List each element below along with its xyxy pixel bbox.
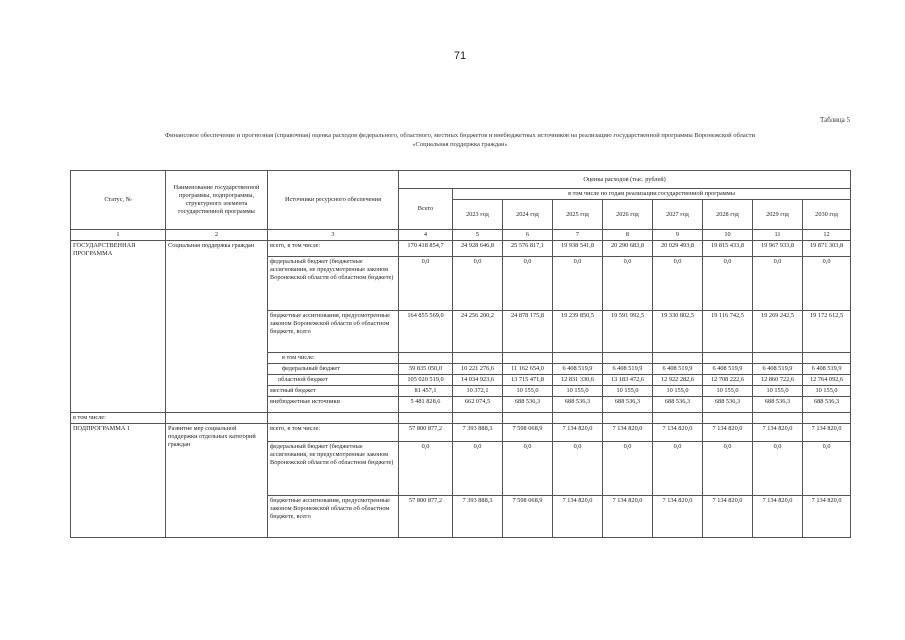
value-cell: 688 536,3	[703, 397, 753, 413]
header-year: 2026 год	[603, 200, 653, 230]
value-cell: 7 134 820,0	[603, 424, 653, 442]
value-cell: 105 020 519,0	[399, 375, 453, 386]
header-estimate: Оценка расходов (тыс. рублей)	[399, 171, 851, 189]
value-cell: 662 074,5	[453, 397, 503, 413]
value-cell: 7 134 820,0	[653, 424, 703, 442]
value-cell: 0,0	[803, 442, 851, 496]
column-number: 7	[553, 230, 603, 241]
value-cell: 6 408 519,9	[553, 364, 603, 375]
value-cell: 10 155,0	[503, 386, 553, 397]
program-name: Социальная поддержка граждан	[166, 241, 268, 413]
source-cell: всего, в том числе:	[268, 424, 399, 442]
source-cell: местный бюджет	[268, 386, 399, 397]
value-cell: 10 372,1	[453, 386, 503, 397]
header-status: Статус, №	[71, 171, 166, 230]
value-cell: 7 598 068,9	[503, 496, 553, 538]
value-cell: 0,0	[603, 442, 653, 496]
column-number: 11	[753, 230, 803, 241]
value-cell: 0,0	[453, 257, 503, 311]
value-cell: 7 134 820,0	[803, 496, 851, 538]
value-cell: 0,0	[399, 257, 453, 311]
value-cell: 6 408 519,9	[653, 364, 703, 375]
value-cell: 7 598 068,9	[503, 424, 553, 442]
column-number: 6	[503, 230, 553, 241]
value-cell: 688 536,3	[603, 397, 653, 413]
value-cell: 20 290 683,8	[603, 241, 653, 257]
table-label: Таблица 5	[820, 116, 850, 124]
value-cell: 57 800 877,2	[399, 496, 453, 538]
value-cell: 7 393 888,3	[453, 424, 503, 442]
header-name: Наименование государственной программы, подпрограммы, структурного элемента государственной программы	[166, 171, 268, 230]
header-year: 2028 год	[703, 200, 753, 230]
value-cell: 19 967 933,8	[753, 241, 803, 257]
column-number: 10	[703, 230, 753, 241]
table-caption: Финансовое обеспечение и прогнозная (справочная) оценка расходов федерального, областного, местных бюджетов и внебюджетных источников на реализацию государственной программы Воронежской области «Социальная поддержка граждан»	[165, 132, 755, 148]
value-cell: 6 408 519,9	[803, 364, 851, 375]
value-cell: 19 116 742,5	[703, 311, 753, 353]
column-number: 8	[603, 230, 653, 241]
column-number: 4	[399, 230, 453, 241]
value-cell: 7 393 888,3	[453, 496, 503, 538]
program-status: ГОСУДАРСТВЕННАЯ ПРОГРАММА	[71, 241, 166, 413]
value-cell: 0,0	[453, 442, 503, 496]
value-cell: 10 155,0	[753, 386, 803, 397]
header-year: 2025 год	[553, 200, 603, 230]
value-cell: 688 536,3	[753, 397, 803, 413]
value-cell: 24 878 175,8	[503, 311, 553, 353]
value-cell: 0,0	[653, 442, 703, 496]
value-cell: 57 800 877,2	[399, 424, 453, 442]
value-cell: 12 764 092,6	[803, 375, 851, 386]
value-cell: 0,0	[803, 257, 851, 311]
value-cell: 7 134 820,0	[553, 424, 603, 442]
header-year: 2027 год	[653, 200, 703, 230]
value-cell: 20 029 493,8	[653, 241, 703, 257]
value-cell: 59 835 050,0	[399, 364, 453, 375]
subprogram-status: ПОДПРОГРАММА 1	[71, 424, 166, 538]
value-cell: 688 536,3	[653, 397, 703, 413]
value-cell: 0,0	[703, 442, 753, 496]
value-cell: 19 330 802,5	[653, 311, 703, 353]
value-cell: 19 871 303,8	[803, 241, 851, 257]
value-cell: 25 576 817,1	[503, 241, 553, 257]
column-number: 3	[268, 230, 399, 241]
value-cell: 7 134 820,0	[753, 496, 803, 538]
value-cell: 6 408 519,9	[603, 364, 653, 375]
header-sources: Источники ресурсного обеспечения	[268, 171, 399, 230]
value-cell: 688 536,3	[503, 397, 553, 413]
column-number: 9	[653, 230, 703, 241]
header-year: 2023 год	[453, 200, 503, 230]
header-total: Всего	[399, 189, 453, 230]
value-cell: 10 155,0	[703, 386, 753, 397]
source-cell: бюджетные ассигнования, предусмотренные законом Воронежской области об областном бюджете, всего	[268, 311, 399, 353]
table-row	[71, 241, 851, 257]
value-cell: 7 134 820,0	[753, 424, 803, 442]
value-cell: 12 922 282,6	[653, 375, 703, 386]
value-cell: 11 162 654,0	[503, 364, 553, 375]
section-row	[71, 413, 851, 424]
value-cell: 24 256 200,2	[453, 311, 503, 353]
value-cell: 7 134 820,0	[803, 424, 851, 442]
value-cell: 688 536,3	[553, 397, 603, 413]
subprogram-name: Развитие мер социальной поддержки отдельных категорий граждан	[166, 424, 268, 538]
value-cell: 0,0	[399, 442, 453, 496]
value-cell: 0,0	[553, 257, 603, 311]
value-cell: 19 815 433,8	[703, 241, 753, 257]
column-number: 12	[803, 230, 851, 241]
value-cell: 0,0	[553, 442, 603, 496]
value-cell: 19 591 992,5	[603, 311, 653, 353]
value-cell: 19 239 850,5	[553, 311, 603, 353]
value-cell: 12 831 330,6	[553, 375, 603, 386]
value-cell: 170 418 854,7	[399, 241, 453, 257]
value-cell: 6 408 519,9	[753, 364, 803, 375]
value-cell: 7 134 820,0	[703, 496, 753, 538]
source-cell: всего, в том числе:	[268, 241, 399, 257]
source-cell: федеральный бюджет (бюджетные ассигнования, не предусмотренные законом Воронежской области об областном бюджете)	[268, 257, 399, 311]
value-cell: 5 481 828,6	[399, 397, 453, 413]
table-row	[71, 424, 851, 442]
value-cell: 19 269 242,5	[753, 311, 803, 353]
value-cell: 81 457,1	[399, 386, 453, 397]
value-cell: 7 134 820,0	[703, 424, 753, 442]
value-cell: 0,0	[753, 257, 803, 311]
source-cell: бюджетные ассигнования, предусмотренные законом Воронежской области об областном бюджете, всего	[268, 496, 399, 538]
value-cell: 13 183 472,6	[603, 375, 653, 386]
source-cell: федеральный бюджет (бюджетные ассигнования, не предусмотренные законом Воронежской области об областном бюджете)	[268, 442, 399, 496]
source-cell: внебюджетные источники	[268, 397, 399, 413]
value-cell: 7 134 820,0	[603, 496, 653, 538]
value-cell: 0,0	[603, 257, 653, 311]
header-year: 2030 год	[803, 200, 851, 230]
value-cell: 0,0	[503, 442, 553, 496]
value-cell: 12 708 222,6	[703, 375, 753, 386]
column-number-row	[71, 230, 851, 241]
value-cell: 19 172 612,5	[803, 311, 851, 353]
column-number: 2	[166, 230, 268, 241]
source-cell: федеральный бюджет	[268, 364, 399, 375]
source-cell: в том числе:	[268, 353, 399, 364]
header-year: 2024 год	[503, 200, 553, 230]
column-number: 5	[453, 230, 503, 241]
header-year: 2029 год	[753, 200, 803, 230]
header-row	[71, 171, 851, 189]
budget-table	[70, 170, 851, 538]
value-cell: 10 155,0	[603, 386, 653, 397]
value-cell: 10 155,0	[553, 386, 603, 397]
value-cell: 14 034 923,6	[453, 375, 503, 386]
value-cell: 10 155,0	[803, 386, 851, 397]
value-cell: 24 928 646,8	[453, 241, 503, 257]
value-cell: 0,0	[703, 257, 753, 311]
value-cell: 0,0	[503, 257, 553, 311]
value-cell: 7 134 820,0	[553, 496, 603, 538]
value-cell: 0,0	[653, 257, 703, 311]
value-cell: 12 860 722,6	[753, 375, 803, 386]
column-number: 1	[71, 230, 166, 241]
value-cell: 10 155,0	[653, 386, 703, 397]
value-cell: 688 536,3	[803, 397, 851, 413]
header-by-years: в том числе по годам реализации государственной программы	[453, 189, 851, 200]
value-cell: 7 134 820,0	[653, 496, 703, 538]
value-cell: 19 938 541,8	[553, 241, 603, 257]
page-number: 71	[453, 50, 467, 62]
section-label: в том числе:	[71, 413, 166, 424]
value-cell: 6 408 519,9	[703, 364, 753, 375]
value-cell: 10 221 276,6	[453, 364, 503, 375]
value-cell: 0,0	[753, 442, 803, 496]
value-cell: 13 715 471,8	[503, 375, 553, 386]
value-cell: 164 855 569,0	[399, 311, 453, 353]
source-cell: областной бюджет	[268, 375, 399, 386]
